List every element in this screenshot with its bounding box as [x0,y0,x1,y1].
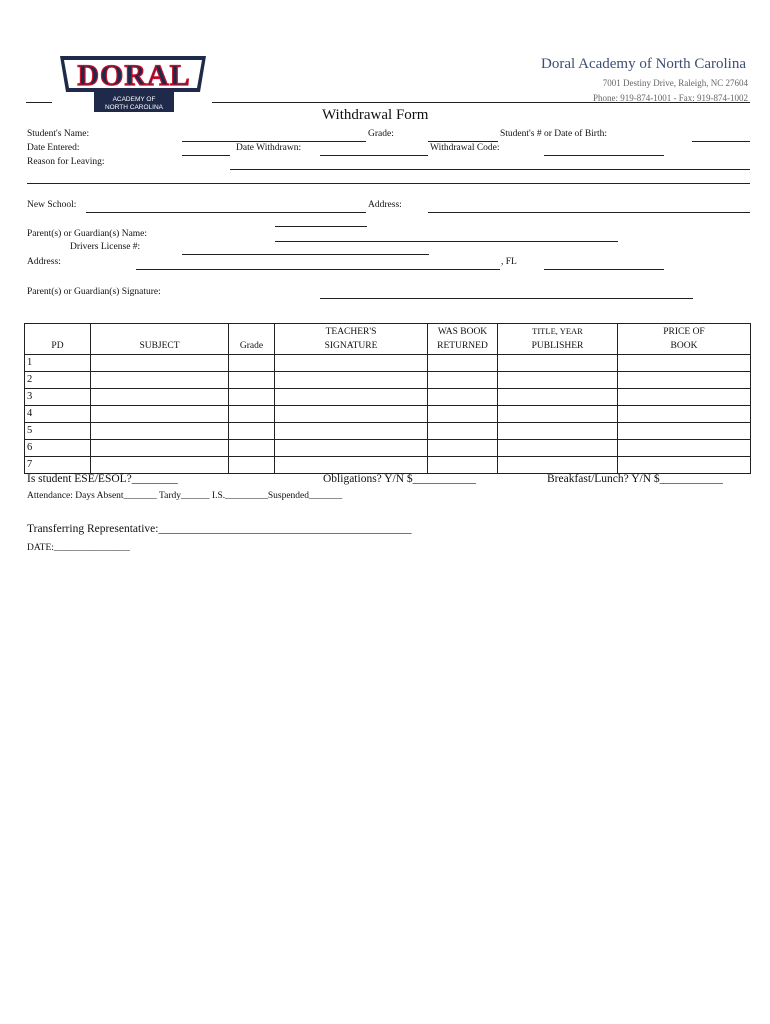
state-label: , FL [501,257,517,267]
table-cell[interactable] [498,372,618,389]
table-cell[interactable] [428,423,498,440]
col-header-book-returned: WAS BOOK RETURNED [428,324,498,355]
table-cell[interactable] [229,372,275,389]
table-cell[interactable] [229,440,275,457]
table-cell[interactable] [428,406,498,423]
parent-signature-field[interactable] [320,298,693,299]
table-cell[interactable] [618,457,751,474]
student-name-field[interactable] [182,141,366,142]
table-cell[interactable] [618,372,751,389]
table-cell[interactable] [618,355,751,372]
col-header-price: PRICE OF BOOK [618,324,751,355]
table-cell[interactable] [498,423,618,440]
col-header-subject: SUBJECT [91,324,229,355]
table-cell[interactable] [618,389,751,406]
col-header-grade: Grade [229,324,275,355]
student-name-label: Student's Name: [27,129,90,139]
table-cell[interactable] [91,355,229,372]
school-address: 7001 Destiny Drive, Raleigh, NC 27604 [602,78,748,88]
col-header-teacher-signature: TEACHER'S SIGNATURE [275,324,428,355]
new-school-extra-line[interactable] [275,226,367,227]
logo-subtext-2: NORTH CAROLINA [104,104,164,111]
new-school-label: New School: [27,200,77,210]
table-cell[interactable] [428,355,498,372]
table-row [25,372,751,389]
row-number: 2 [25,372,91,389]
transferring-representative: Transferring Representative:____________________________________________ [27,523,412,535]
logo-wordmark: DORAL [77,59,191,92]
parent-name-field[interactable] [275,241,618,242]
table-cell[interactable] [498,389,618,406]
table-cell[interactable] [428,389,498,406]
table-row [25,423,751,440]
logo-subtext-1: ACADEMY OF [112,96,156,103]
form-title: Withdrawal Form [322,107,429,123]
table-row [25,406,751,423]
table-cell[interactable] [229,457,275,474]
table-cell[interactable] [428,372,498,389]
grade-label: Grade: [368,129,394,139]
breakfast-lunch-question: Breakfast/Lunch? Y/N $___________ [547,473,723,485]
parent-address-field[interactable] [136,269,500,270]
drivers-license-field[interactable] [182,254,429,255]
new-school-address-field[interactable] [428,212,750,213]
table-cell[interactable] [275,423,428,440]
school-name: Doral Academy of North Carolina [541,56,746,72]
reason-label: Reason for Leaving: [27,157,105,167]
table-cell[interactable] [275,440,428,457]
col-header-title-publisher: TITLE, YEAR PUBLISHER [498,324,618,355]
table-cell[interactable] [498,440,618,457]
parent-name-label: Parent(s) or Guardian(s) Name: [27,229,148,239]
table-cell[interactable] [229,355,275,372]
date-withdrawn-label: Date Withdrawn: [236,143,302,153]
table-row [25,440,751,457]
table-cell[interactable] [275,389,428,406]
table-cell[interactable] [428,457,498,474]
logo-rule-left [26,102,52,103]
table-cell[interactable] [498,457,618,474]
table-cell[interactable] [91,457,229,474]
table-cell[interactable] [91,406,229,423]
table-cell[interactable] [498,355,618,372]
table-cell[interactable] [229,389,275,406]
date-entered-field[interactable] [182,155,230,156]
parent-signature-label: Parent(s) or Guardian(s) Signature: [27,287,161,297]
new-school-field[interactable] [86,212,366,213]
book-return-table [24,323,751,474]
date-line: DATE:________________ [27,543,130,553]
table-cell[interactable] [618,440,751,457]
date-withdrawn-field[interactable] [320,155,428,156]
table-cell[interactable] [275,406,428,423]
row-number: 5 [25,423,91,440]
withdrawal-code-field[interactable] [544,155,664,156]
col-header-pd: PD [25,324,91,355]
ese-esol-question: Is student ESE/ESOL?________ [27,473,178,485]
table-cell[interactable] [275,457,428,474]
table-cell[interactable] [618,423,751,440]
table-row [25,355,751,372]
school-phone: Phone: 919-874-1001 - Fax: 919-874-1002 [593,93,748,103]
student-number-field[interactable] [692,141,750,142]
row-number: 3 [25,389,91,406]
table-cell[interactable] [275,355,428,372]
table-cell[interactable] [91,372,229,389]
row-number: 4 [25,406,91,423]
date-entered-label: Date Entered: [27,143,80,153]
drivers-license-label: Drivers License #: [70,242,141,252]
table-cell[interactable] [498,406,618,423]
table-row [25,457,751,474]
reason-field[interactable] [230,169,750,170]
table-cell[interactable] [91,423,229,440]
table-cell[interactable] [229,423,275,440]
table-cell[interactable] [275,372,428,389]
table-cell[interactable] [91,389,229,406]
parent-address-label: Address: [27,257,61,267]
table-header-row [25,324,751,355]
row-number: 1 [25,355,91,372]
new-school-address-label: Address: [368,200,402,210]
student-number-label: Student's # or Date of Birth: [500,129,607,139]
school-logo [56,52,212,114]
table-cell[interactable] [229,406,275,423]
attendance-line: Attendance: Days Absent_______ Tardy______ I.S._________Suspended_______ [27,491,343,501]
zip-field[interactable] [544,269,664,270]
row-number: 7 [25,457,91,474]
reason-field-line-2[interactable] [27,183,750,184]
withdrawal-code-label: Withdrawal Code: [430,143,500,153]
table-cell[interactable] [428,440,498,457]
table-cell[interactable] [618,406,751,423]
row-number: 6 [25,440,91,457]
grade-field[interactable] [428,141,498,142]
table-cell[interactable] [91,440,229,457]
obligations-question: Obligations? Y/N $___________ [323,473,476,485]
table-row [25,389,751,406]
